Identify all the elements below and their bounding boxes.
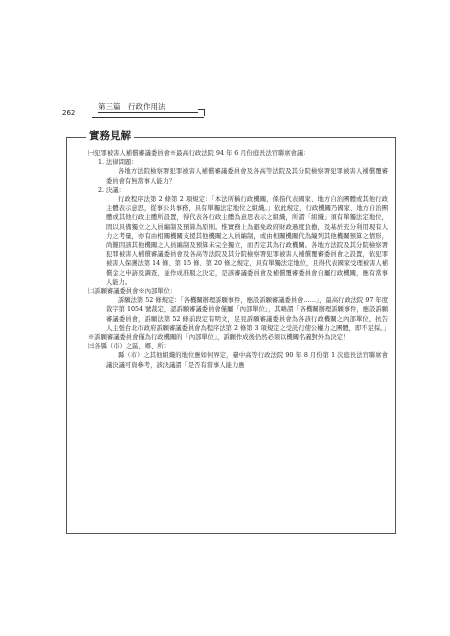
box-paragraph: 1. 法律問題： xyxy=(98,159,138,167)
header-rule xyxy=(98,112,198,113)
header-rule-tick xyxy=(198,109,205,116)
page-number: 262 xyxy=(62,109,76,117)
box-content xyxy=(88,149,388,370)
header-rule-lower xyxy=(92,117,204,118)
box-paragraph: ㈠犯罪被害人補償審議委員會※最高行政法院 94 年 6 月份庭長法官聯席會議： xyxy=(88,150,310,157)
box-paragraph: ㈡訴願審議委員會※內部單位： xyxy=(88,288,177,296)
box-title: 實務見解 xyxy=(86,128,134,143)
box-paragraph: 2. 決議： xyxy=(98,186,125,194)
box-paragraph: ※訴願審議委員會僅為行政機關的「內部單位」，訴願作成後仍然必須以機關名義對外為決定！ xyxy=(88,334,350,342)
box-paragraph: 縣（市）之其他組織的地位應如何界定，臺中高等行政法院 90 年 8 月份第 1 次庭長法官聯席會議決議可資參考，該決議謂「是否有當事人能力應 xyxy=(106,352,388,369)
page-header xyxy=(62,100,212,120)
box-paragraph: 各地方法院檢察署犯罪被害人補償審議委員會及各高等法院及其分院檢察署犯罪被害人補償覆審委員會有無當事人能力？ xyxy=(106,168,388,185)
chapter-title: 第三篇 行政作用法 xyxy=(98,102,166,111)
box-paragraph: 訴願法第 52 條規定：「各機關辦理訴願事件，應設訴願審議委員會……」，最高行政法院 97 年度裁字第 1054 號裁定，認訴願審議委員會僅屬「內部單位」，其略謂「各機關辦理訴願事件，應設訴願審議委員會，訴願法第 52 條前段定有明文，足見訴願審議委員會為各該行政機關之內部單位，抗告人主張台北市政府訴願審議委員會為程序法第 2 條第 3 項規定之受託行使公權力之團體，即不足採。」 xyxy=(106,297,390,332)
box-paragraph: ㈢各縣（市）之區、鄉、所： xyxy=(88,343,170,351)
box-paragraph: 行政程序法第 2 條第 2 項規定：「本法所稱行政機關，係指代表國家、地方自治團體或其他行政主體表示意思，從事公共事務，具有單獨法定地位之組織。」依此規定，行政機關乃國家、地方自治團體或其他行政主體所設置，得代表各行政主體為意思表示之組織，所謂「組織」須有單獨法定地位，固以具備獨立之人員編制及預算為原則。惟實務上為避免政府財政過度負擔，及基於充分利用現有人力之考量，亦有由相關機關支援其他機關之人員編制，或由相關機關代為編列其他機關預算之情形，尚難因該其他機關之人員編制及預算未完全獨立，而否定其為行政機關。各地方法院及其分院檢察署犯罪被害人補償審議委員會及各高等法院及其分院檢察署犯罪被害人補償覆審委員會之設置，依犯罪被害人保護法第 14 條、第 15 條、第 20 條之規定，具有單獨法定地位，且得代表國家受理被害人補償金之申請及調查，並作成准駁之決定，是該審議委員會及補償覆審委員會自屬行政機關，應有當事人能力。 xyxy=(106,196,388,286)
